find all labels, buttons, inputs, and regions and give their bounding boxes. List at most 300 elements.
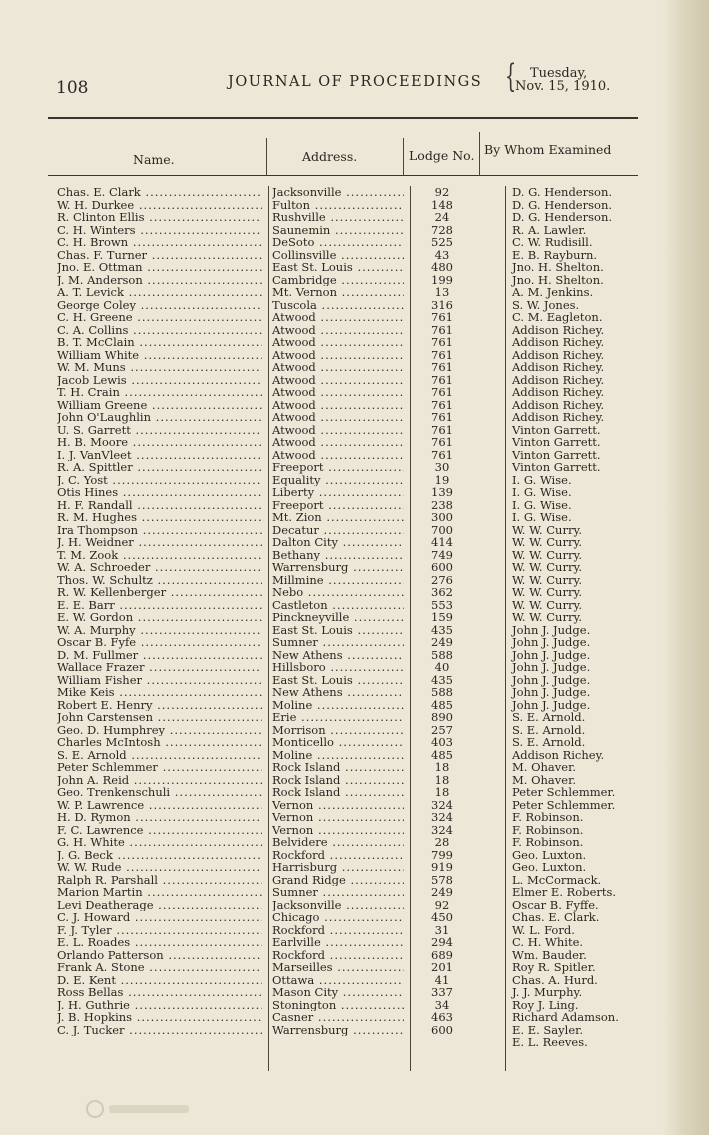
lodge-number: 485 — [431, 697, 453, 712]
lodge-number: 257 — [431, 722, 453, 737]
member-name: Mike Keis ..... — [57, 686, 262, 699]
member-address: Cambridge ..... — [272, 274, 404, 287]
examiner-name: J. J. Murphy. — [512, 985, 583, 999]
member-name: C. H. Brown ..... — [57, 236, 262, 249]
examiner-name: S. W. Jones. — [512, 297, 580, 312]
lodge-number: 31 — [434, 922, 450, 937]
lodge-number: 435 — [431, 622, 453, 637]
member-name: R. Clinton Ellis ..... — [57, 211, 262, 224]
lodge-number: 41 — [434, 972, 450, 987]
examiner-name: W. W. Curry. — [512, 610, 583, 624]
member-address: Jacksonville ..... — [272, 899, 404, 912]
lodge-number: 337 — [431, 985, 453, 999]
lodge-number: 890 — [431, 710, 453, 724]
column-header-lodge: Lodge No. — [409, 148, 475, 163]
member-address: Atwood ..... — [272, 349, 404, 362]
lodge-number: 92 — [434, 897, 450, 912]
member-address: Grand Ridge ..... — [272, 874, 404, 887]
member-address: Monticello ..... — [272, 736, 404, 749]
examiner-name: W. W. Curry. — [512, 522, 583, 537]
examiner-name: W. W. Curry. — [512, 547, 583, 562]
examiner-name: W. W. Curry. — [512, 560, 583, 574]
member-name: W. W. Rude ..... — [57, 861, 262, 874]
table-row — [0, 286, 709, 299]
examiner-name: E. B. Rayburn. — [512, 247, 598, 262]
member-address: Rockford ..... — [272, 924, 404, 937]
examiner-name: M. Ohaver. — [512, 760, 576, 774]
lodge-number: 761 — [431, 410, 453, 424]
member-address: Warrensburg ..... — [272, 1024, 404, 1037]
member-address: Harrisburg ..... — [272, 861, 404, 874]
lodge-number: 324 — [431, 822, 453, 837]
member-address: Sumner ..... — [272, 636, 404, 649]
member-address: Atwood ..... — [272, 311, 404, 324]
lodge-number: 435 — [431, 672, 453, 687]
lodge-number: 414 — [431, 535, 453, 549]
member-address: Chicago ..... — [272, 911, 404, 924]
member-name: E. L. Roades ..... — [57, 936, 262, 949]
examiner-name: John J. Judge. — [512, 672, 591, 687]
table-row — [0, 511, 709, 524]
member-address: Sumner ..... — [272, 886, 404, 899]
examiner-name: Vinton Garrett. — [512, 422, 601, 437]
member-name: Oscar B. Fyfe ..... — [57, 636, 262, 649]
examiner-name: M. Ohaver. — [512, 772, 576, 787]
member-address: Atwood ..... — [272, 336, 404, 349]
table-row — [0, 1011, 709, 1024]
member-address: Bethany ..... — [272, 549, 404, 562]
examiner-name: S. E. Arnold. — [512, 710, 586, 724]
lodge-number: 689 — [431, 947, 453, 962]
member-address: Warrensburg ..... — [272, 561, 404, 574]
member-name: Thos. W. Schultz ..... — [57, 574, 262, 587]
member-name: R. W. Kellenberger ..... — [57, 586, 262, 599]
watermark-icon — [85, 1099, 195, 1119]
table-row — [0, 461, 709, 474]
member-name: Levi Deatherage ..... — [57, 899, 262, 912]
table-row — [0, 299, 709, 312]
member-name: T. M. Zook ..... — [57, 549, 262, 562]
member-address: Fulton ..... — [272, 199, 404, 212]
member-address: Millmine ..... — [272, 574, 404, 587]
member-address: Rushville ..... — [272, 211, 404, 224]
table-row — [0, 449, 709, 462]
examiner-name: Addison Richey. — [512, 322, 605, 337]
examiner-name: C. H. White. — [512, 935, 584, 949]
member-name: John O'Laughlin ..... — [57, 411, 262, 424]
table-row — [0, 424, 709, 437]
member-name: J. H. Guthrie ..... — [57, 999, 262, 1012]
member-address: Vernon ..... — [272, 799, 404, 812]
examiner-name: Richard Adamson. — [512, 1010, 619, 1024]
examiner-name: Vinton Garrett. — [512, 435, 601, 449]
examiner-name: S. E. Arnold. — [512, 722, 586, 737]
member-name: J. G. Beck ..... — [57, 849, 262, 862]
member-name: John A. Reid ..... — [57, 774, 262, 787]
member-name: U. S. Garrett ..... — [57, 424, 262, 437]
lodge-number: 18 — [434, 760, 450, 774]
table-header-rule — [48, 175, 638, 176]
table-row — [0, 611, 709, 624]
column-header-address: Address. — [302, 149, 358, 164]
lodge-number: 578 — [431, 872, 453, 887]
table-row — [0, 749, 709, 762]
page-number: 108 — [56, 78, 89, 98]
member-name: Ira Thompson ..... — [57, 524, 262, 537]
column-header-examiner: By Whom Examined — [484, 142, 612, 157]
examiner-name: S. E. Arnold. — [512, 735, 586, 749]
member-address: Atwood ..... — [272, 449, 404, 462]
examiner-name: I. G. Wise. — [512, 510, 572, 524]
lodge-number: 249 — [431, 635, 453, 649]
lodge-number: 300 — [431, 510, 453, 524]
member-name: C. A. Collins ..... — [57, 324, 262, 337]
table-row — [0, 936, 709, 949]
lodge-number: 761 — [431, 385, 453, 399]
examiner-name: John J. Judge. — [512, 697, 591, 712]
examiner-name: I. G. Wise. — [512, 497, 572, 512]
table-row — [0, 924, 709, 937]
table-row — [0, 799, 709, 812]
table-row — [0, 386, 709, 399]
member-name: E. W. Gordon ..... — [57, 611, 262, 624]
lodge-number: 40 — [434, 660, 450, 674]
member-address: East St. Louis ..... — [272, 261, 404, 274]
table-row — [0, 786, 709, 799]
member-address: Pinckneyville ..... — [272, 611, 404, 624]
member-address: Vernon ..... — [272, 811, 404, 824]
member-name: Robert E. Henry ..... — [57, 699, 262, 712]
member-name: H. D. Rymon ..... — [57, 811, 262, 824]
examiner-name: John J. Judge. — [512, 685, 591, 699]
table-row — [0, 674, 709, 687]
lodge-number: 761 — [431, 447, 453, 462]
examiner-name: Roy R. Spitler. — [512, 960, 596, 974]
lodge-number: 525 — [431, 235, 453, 249]
examiner-name: A. M. Jenkins. — [512, 285, 594, 299]
table-row — [0, 261, 709, 274]
examiner-name: E. L. Reeves. — [512, 1035, 588, 1049]
examiner-name: Chas. E. Clark. — [512, 910, 600, 924]
lodge-number: 700 — [431, 522, 453, 537]
member-address: Erie ..... — [272, 711, 404, 724]
member-address: Atwood ..... — [272, 361, 404, 374]
table-row — [0, 686, 709, 699]
table-row — [0, 911, 709, 924]
member-address: Mt. Zion ..... — [272, 511, 404, 524]
member-address: Liberty ..... — [272, 486, 404, 499]
member-name: R. M. Hughes ..... — [57, 511, 262, 524]
examiner-name: Chas. A. Hurd. — [512, 972, 598, 987]
lodge-number: 600 — [431, 560, 453, 574]
table-row — [0, 849, 709, 862]
member-address: East St. Louis ..... — [272, 674, 404, 687]
lodge-number: 761 — [431, 397, 453, 412]
table-header — [0, 124, 709, 179]
examiner-name: Addison Richey. — [512, 410, 605, 424]
lodge-number: 463 — [431, 1010, 453, 1024]
table-row — [0, 836, 709, 849]
table-row — [0, 974, 709, 987]
running-title: JOURNAL OF PROCEEDINGS — [228, 74, 483, 90]
table-row — [0, 761, 709, 774]
table-row — [0, 224, 709, 237]
examiner-name: Oscar B. Fyffe. — [512, 897, 599, 912]
member-address: Belvidere ..... — [272, 836, 404, 849]
examiner-name: E. E. Sayler. — [512, 1022, 584, 1037]
member-address: Rockford ..... — [272, 949, 404, 962]
table-row — [0, 361, 709, 374]
examiner-name: Addison Richey. — [512, 397, 605, 412]
table-row — [0, 824, 709, 837]
examiner-name: Peter Schlemmer. — [512, 785, 616, 799]
member-address: Rock Island ..... — [272, 761, 404, 774]
table-row — [0, 499, 709, 512]
table-row — [0, 986, 709, 999]
member-address: Morrison ..... — [272, 724, 404, 737]
member-name: D. M. Fullmer ..... — [57, 649, 262, 662]
member-address: Collinsville ..... — [272, 249, 404, 262]
table-row — [0, 524, 709, 537]
lodge-number: 761 — [431, 347, 453, 362]
member-name: George Coley ..... — [57, 299, 262, 312]
member-name: W. P. Lawrence ..... — [57, 799, 262, 812]
examiner-name: Addison Richey. — [512, 372, 605, 387]
lodge-number: 761 — [431, 335, 453, 349]
examiner-name: Wm. Bauder. — [512, 947, 587, 962]
member-address: Dalton City ..... — [272, 536, 404, 549]
lodge-number: 480 — [431, 260, 453, 274]
examiner-name: I. G. Wise. — [512, 485, 572, 499]
member-name: F. C. Lawrence ..... — [57, 824, 262, 837]
member-address: Atwood ..... — [272, 411, 404, 424]
examiner-name: Geo. Luxton. — [512, 847, 587, 862]
member-name: William Fisher ..... — [57, 674, 262, 687]
lodge-number: 761 — [431, 322, 453, 337]
table-row — [0, 274, 709, 287]
examiner-name: Roy J. Ling. — [512, 997, 579, 1012]
examiner-name: W. L. Ford. — [512, 922, 575, 937]
table-row — [0, 661, 709, 674]
page-header — [0, 0, 709, 120]
table-row — [0, 811, 709, 824]
member-address: New Athens ..... — [272, 686, 404, 699]
member-name: S. E. Arnold ..... — [57, 749, 262, 762]
table-row — [0, 586, 709, 599]
column-divider — [266, 138, 267, 176]
member-name: T. H. Crain ..... — [57, 386, 262, 399]
examiner-name: D. G. Henderson. — [512, 185, 613, 199]
table-row — [0, 336, 709, 349]
table-row — [0, 549, 709, 562]
lodge-number: 199 — [431, 272, 453, 287]
table-row — [0, 724, 709, 737]
member-name: William Greene ..... — [57, 399, 262, 412]
member-name: John Carstensen ..... — [57, 711, 262, 724]
member-name: Jno. E. Ottman ..... — [57, 261, 262, 274]
member-address: Moline ..... — [272, 699, 404, 712]
table-row — [0, 1024, 709, 1037]
examiner-name: Jno. H. Shelton. — [512, 272, 604, 287]
table-row — [0, 436, 709, 449]
lodge-number: 553 — [431, 597, 453, 612]
member-address: Nebo ..... — [272, 586, 404, 599]
member-name: C. H. Winters ..... — [57, 224, 262, 237]
table-row — [0, 736, 709, 749]
member-address: Atwood ..... — [272, 399, 404, 412]
member-address: Atwood ..... — [272, 424, 404, 437]
member-address: Hillsboro ..... — [272, 661, 404, 674]
member-name: H. B. Moore ..... — [57, 436, 262, 449]
table-row — [0, 899, 709, 912]
member-address: Mason City ..... — [272, 986, 404, 999]
register-table-body — [0, 186, 709, 1049]
examiner-name: D. G. Henderson. — [512, 210, 613, 224]
member-address: Rock Island ..... — [272, 774, 404, 787]
member-name: C. J. Howard ..... — [57, 911, 262, 924]
lodge-number: 324 — [431, 810, 453, 824]
lodge-number: 761 — [431, 422, 453, 437]
lodge-number: 139 — [431, 485, 453, 499]
member-name: F. J. Tyler ..... — [57, 924, 262, 937]
examiner-name: C. W. Rudisill. — [512, 235, 593, 249]
member-name: Chas. F. Turner ..... — [57, 249, 262, 262]
member-name: W. M. Muns ..... — [57, 361, 262, 374]
table-row-trailing — [0, 1036, 709, 1049]
examiner-name: I. G. Wise. — [512, 472, 572, 487]
column-header-name: Name. — [133, 152, 175, 167]
lodge-number: 43 — [434, 247, 450, 262]
examiner-name: Addison Richey. — [512, 335, 605, 349]
lodge-number: 761 — [431, 360, 453, 374]
examiner-name: D. G. Henderson. — [512, 197, 613, 212]
member-name: B. T. McClain ..... — [57, 336, 262, 349]
lodge-number: 450 — [431, 910, 453, 924]
member-address: Earlville ..... — [272, 936, 404, 949]
member-address: Casner ..... — [272, 1011, 404, 1024]
member-address: Stonington ..... — [272, 999, 404, 1012]
member-address: Atwood ..... — [272, 324, 404, 337]
member-name: R. A. Spittler ..... — [57, 461, 262, 474]
table-row — [0, 949, 709, 962]
member-name: Frank A. Stone ..... — [57, 961, 262, 974]
lodge-number: 92 — [434, 185, 450, 199]
table-row — [0, 861, 709, 874]
table-row — [0, 186, 709, 199]
examiner-name: Addison Richey. — [512, 747, 605, 762]
lodge-number: 30 — [434, 460, 450, 474]
member-name: G. H. White ..... — [57, 836, 262, 849]
member-address: East St. Louis ..... — [272, 624, 404, 637]
lodge-number: 201 — [431, 960, 453, 974]
lodge-number: 148 — [431, 197, 453, 212]
lodge-number: 294 — [431, 935, 453, 949]
member-name: Peter Schlemmer ..... — [57, 761, 262, 774]
member-name: Wallace Frazer ..... — [57, 661, 262, 674]
member-address: Atwood ..... — [272, 436, 404, 449]
examiner-name: W. W. Curry. — [512, 585, 583, 599]
examiner-name: Vinton Garrett. — [512, 460, 601, 474]
member-name: J. B. Hopkins ..... — [57, 1011, 262, 1024]
member-address: Atwood ..... — [272, 386, 404, 399]
member-address: Mt. Vernon ..... — [272, 286, 404, 299]
lodge-number: 13 — [434, 285, 450, 299]
lodge-number: 761 — [431, 310, 453, 324]
examiner-name: John J. Judge. — [512, 635, 591, 649]
lodge-number: 761 — [431, 372, 453, 387]
member-address: Atwood ..... — [272, 374, 404, 387]
member-name: Charles McIntosh ..... — [57, 736, 262, 749]
member-name: C. H. Greene ..... — [57, 311, 262, 324]
examiner-name: John J. Judge. — [512, 660, 591, 674]
member-address: Tuscola ..... — [272, 299, 404, 312]
member-address: Rockford ..... — [272, 849, 404, 862]
member-name: J. M. Anderson ..... — [57, 274, 262, 287]
table-row — [0, 699, 709, 712]
member-name: A. T. Levick ..... — [57, 286, 262, 299]
examiner-name: Jno. H. Shelton. — [512, 260, 604, 274]
lodge-number: 276 — [431, 572, 453, 587]
member-name: D. E. Kent ..... — [57, 974, 262, 987]
table-row — [0, 536, 709, 549]
table-row — [0, 411, 709, 424]
lodge-number: 249 — [431, 885, 453, 899]
lodge-number: 34 — [434, 997, 450, 1012]
examiner-name: W. W. Curry. — [512, 572, 583, 587]
member-address: Castleton ..... — [272, 599, 404, 612]
member-name: Orlando Patterson ..... — [57, 949, 262, 962]
examiner-name: Vinton Garrett. — [512, 447, 601, 462]
examiner-name: Peter Schlemmer. — [512, 797, 616, 812]
member-name: Marion Martin ..... — [57, 886, 262, 899]
member-name: J. H. Weidner ..... — [57, 536, 262, 549]
examiner-name: Elmer E. Roberts. — [512, 885, 617, 899]
member-address: Rock Island ..... — [272, 786, 404, 799]
column-divider — [479, 132, 480, 176]
examiner-name: Addison Richey. — [512, 360, 605, 374]
lodge-number: 18 — [434, 785, 450, 799]
lodge-number: 24 — [434, 210, 450, 224]
table-row — [0, 961, 709, 974]
header-rule — [48, 117, 638, 119]
member-address: Decatur ..... — [272, 524, 404, 537]
lodge-number: 600 — [431, 1022, 453, 1037]
table-row — [0, 599, 709, 612]
lodge-number: 316 — [431, 297, 453, 312]
lodge-number: 238 — [431, 497, 453, 512]
examiner-name: C. M. Eagleton. — [512, 310, 603, 324]
member-name: Jacob Lewis ..... — [57, 374, 262, 387]
member-name: William White ..... — [57, 349, 262, 362]
member-address: Marseilles ..... — [272, 961, 404, 974]
table-row — [0, 486, 709, 499]
member-name: Geo. D. Humphrey ..... — [57, 724, 262, 737]
member-address: Freeport ..... — [272, 499, 404, 512]
member-name: Ross Bellas ..... — [57, 986, 262, 999]
member-address: Vernon ..... — [272, 824, 404, 837]
member-name: J. C. Yost ..... — [57, 474, 262, 487]
table-row — [0, 474, 709, 487]
member-name: Chas. E. Clark ..... — [57, 186, 262, 199]
lodge-number: 799 — [431, 847, 453, 862]
examiner-name: W. W. Curry. — [512, 597, 583, 612]
examiner-name: John J. Judge. — [512, 647, 591, 662]
examiner-name: F. Robinson. — [512, 822, 584, 837]
member-address: DeSoto ..... — [272, 236, 404, 249]
member-name: Ralph R. Parshall ..... — [57, 874, 262, 887]
lodge-number: 728 — [431, 222, 453, 237]
member-address: Freeport ..... — [272, 461, 404, 474]
